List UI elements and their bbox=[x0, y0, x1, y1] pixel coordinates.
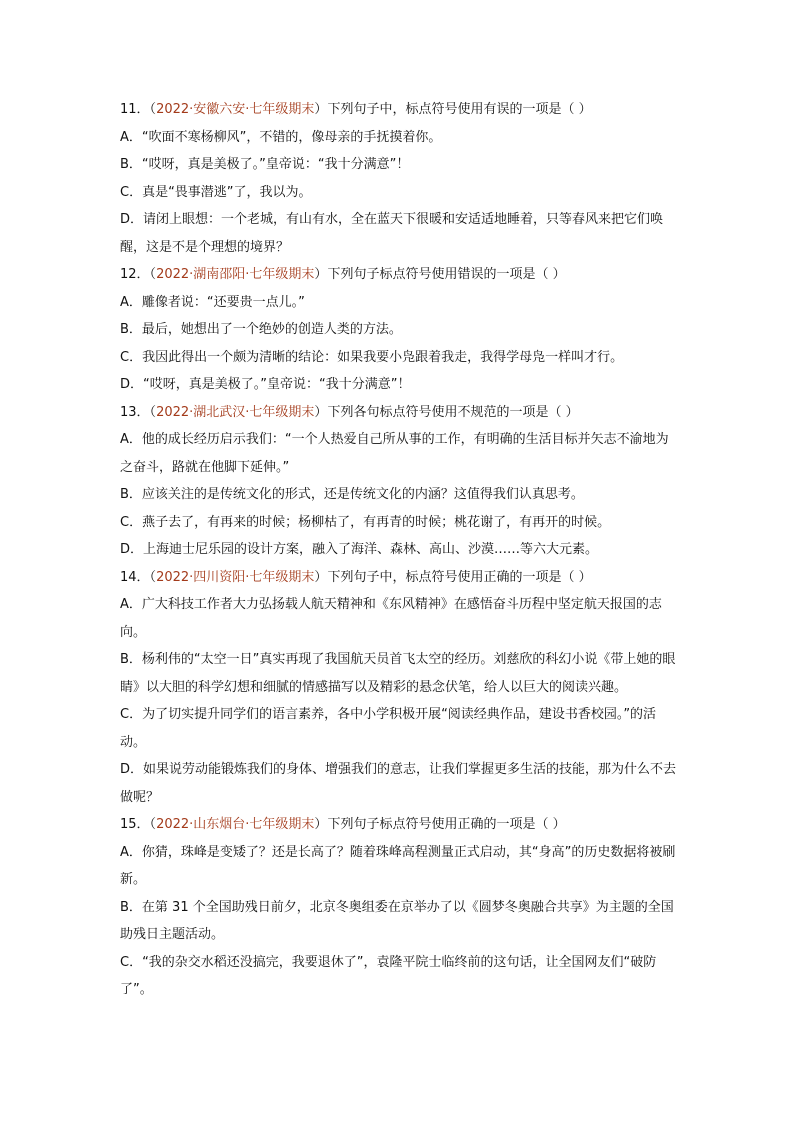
question-stem bbox=[120, 564, 680, 592]
question-number: 13． bbox=[120, 404, 150, 420]
question-12 bbox=[120, 261, 680, 399]
option-b: B．应该关注的是传统文化的形式，还是传统文化的内涵？这值得我们认真思考。 bbox=[120, 487, 584, 502]
question-stem bbox=[120, 399, 680, 427]
stem-text: 下列句子中，标点符号使用有误的一项是（ ） bbox=[327, 102, 592, 117]
source-tag: 2022·山东烟台·七年级期末 bbox=[156, 817, 315, 832]
stem-text: 下列句子标点符号使用正确的一项是（ ） bbox=[327, 817, 566, 832]
option-b: B．在第 31 个全国助残日前夕，北京冬奥组委在京举办了以《圆梦冬奥融合共享》为主题的全国助残日主题活动。 bbox=[120, 899, 674, 942]
question-14 bbox=[120, 564, 680, 812]
option-c: C．为了切实提升同学们的语言素养，各中小学积极开展“阅读经典作品，建设书香校园。”的活动。 bbox=[120, 707, 657, 750]
option-a: A．他的成长经历启示我们：“一个人热爱自己所从事的工作，有明确的生活目标并矢志不渝地为之奋斗，路就在他脚下延伸。” bbox=[120, 432, 669, 475]
source-open: （ bbox=[149, 267, 157, 282]
source-tag: 2022·安徽六安·七年级期末 bbox=[156, 102, 315, 117]
option-a: A．“吹面不寒杨柳风”，不错的，像母亲的手抚摸着你。 bbox=[120, 129, 442, 145]
question-stem bbox=[120, 96, 680, 124]
option-c: C．“我的杂交水稻还没搞完，我要退休了”，袁隆平院士临终前的这句话，让全国网友们“破防了”。 bbox=[120, 954, 657, 997]
source-open: （ bbox=[149, 817, 157, 832]
option-d: D．请闭上眼想：一个老城，有山有水，全在蓝天下很暖和安适适地睡着，只等春风来把它们唤醒，这是不是个理想的境界？ bbox=[120, 212, 664, 255]
question-13 bbox=[120, 399, 680, 564]
source-tag: 2022·湖北武汉·七年级期末 bbox=[156, 404, 315, 420]
option-b: B．“哎呀，真是美极了。”皇帝说：“我十分满意”！ bbox=[120, 157, 410, 172]
stem-text: 下列句子中，标点符号使用正确的一项是（ ） bbox=[327, 569, 592, 585]
option-c: C．燕子去了，有再来的时候；杨柳枯了，有再青的时候；桃花谢了，有再开的时候。 bbox=[120, 514, 611, 530]
option-a: A．广大科技工作者大力弘扬载人航天精神和《东风精神》在感悟奋斗历程中坚定航天报国的志向。 bbox=[120, 597, 662, 640]
source-close: ） bbox=[314, 404, 328, 420]
option-c: C．真是“畏事潜逃”了，我以为。 bbox=[120, 184, 312, 200]
option-b: B．杨利伟的“太空一日”真实再现了我国航天员首飞太空的经历。刘慈欣的科幻小说《带上她的眼睛》以大胆的科学幻想和细腻的情感描写以及精彩的悬念伏笔，给人以巨大的阅读兴趣。 bbox=[120, 652, 676, 695]
source-open: （ bbox=[149, 102, 157, 117]
option-c: C．我因此得出一个颇为清晰的结论：如果我要小凫跟着我走，我得学母凫一样叫才行。 bbox=[120, 349, 624, 365]
source-close: ） bbox=[314, 569, 328, 585]
document-page bbox=[120, 96, 680, 1004]
option-b: B．最后，她想出了一个绝妙的创造人类的方法。 bbox=[120, 322, 402, 337]
option-d: D．如果说劳动能锻炼我们的身体、增强我们的意志，让我们掌握更多生活的技能，那为什么不去做呢？ bbox=[120, 762, 677, 805]
option-a: A．你猜，珠峰是变矮了？还是长高了？随着珠峰高程测量正式启动，其“身高”的历史数据将被刷新。 bbox=[120, 844, 676, 887]
source-open: （ bbox=[149, 404, 157, 420]
question-number: 14． bbox=[120, 569, 150, 585]
stem-text: 下列句子标点符号使用错误的一项是（ ） bbox=[327, 267, 566, 282]
question-stem bbox=[120, 811, 680, 839]
question-15 bbox=[120, 811, 680, 1004]
source-tag: 2022·四川资阳·七年级期末 bbox=[156, 569, 315, 585]
source-tag: 2022·湖南邵阳·七年级期末 bbox=[156, 267, 315, 282]
source-close: ） bbox=[314, 817, 328, 832]
source-open: （ bbox=[149, 569, 157, 585]
question-11 bbox=[120, 96, 680, 261]
question-number: 11． bbox=[120, 102, 150, 117]
stem-text: 下列各句标点符号使用不规范的一项是（ ） bbox=[327, 404, 579, 420]
source-close: ） bbox=[314, 267, 328, 282]
source-close: ） bbox=[314, 102, 328, 117]
option-a: A．雕像者说：“还要贵一点儿。” bbox=[120, 294, 305, 310]
question-stem bbox=[120, 261, 680, 289]
question-number: 15． bbox=[120, 817, 150, 832]
question-number: 12． bbox=[120, 267, 150, 282]
option-d: D．上海迪士尼乐园的设计方案，融入了海洋、森林、高山、沙漠……等六大元素。 bbox=[120, 542, 599, 557]
option-d: D．“哎呀，真是美极了。”皇帝说：“我十分满意”！ bbox=[120, 377, 411, 392]
